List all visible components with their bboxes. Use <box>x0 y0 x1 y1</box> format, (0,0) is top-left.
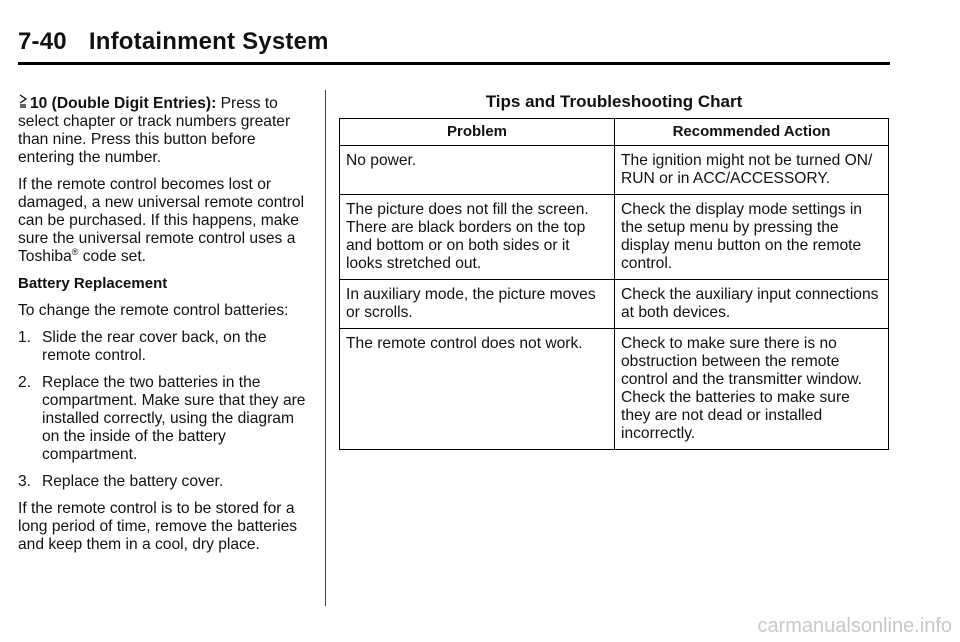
storage-paragraph: If the remote control is to be stored for a long period of time, remove the batteries and keep them in a cool, dry place. <box>18 500 298 553</box>
problem-cell: The picture does not fill the screen. There are black borders on the top and bottom or on both sides or it looks stretched out. <box>340 195 615 280</box>
column-divider <box>325 90 326 606</box>
step-text: Replace the battery cover. <box>42 473 224 490</box>
step-number: 2. <box>18 374 32 391</box>
table-row <box>340 146 889 195</box>
battery-intro: To change the remote control batteries: <box>18 302 289 319</box>
troubleshooting-section <box>339 92 889 450</box>
action-cell: Check the display mode settings in the setup menu by pressing the display menu button on the remote control. <box>615 195 889 280</box>
problem-cell: No power. <box>340 146 615 195</box>
left-column <box>18 94 314 563</box>
step-text: Slide the rear cover back, on the remote control. <box>42 329 267 364</box>
universal-remote-paragraph <box>18 176 314 266</box>
table-row <box>340 329 889 450</box>
list-item <box>18 329 314 365</box>
page-number: 7-40 <box>18 28 67 55</box>
column-header-action: Recommended Action <box>615 119 889 146</box>
battery-replacement-heading: Battery Replacement <box>18 275 168 292</box>
page-header <box>18 28 890 56</box>
step-number: 3. <box>18 473 32 490</box>
table-row <box>340 280 889 329</box>
action-cell: Check to make sure there is no obstruction between the remote control and the transmitter window. Check the batteries to make sure they are not dead or installed incorrectly. <box>615 329 889 450</box>
battery-steps <box>18 329 314 491</box>
step-number: 1. <box>18 329 32 346</box>
action-cell: The ignition might not be turned ON/ RUN or in ACC/ACCESSORY. <box>615 146 889 195</box>
double-digit-text: Press to select chapter or track numbers greater than nine. Press this button before entering the number. <box>18 95 291 166</box>
registered-mark: ® <box>71 246 79 257</box>
problem-cell: The remote control does not work. <box>340 329 615 450</box>
table-header-row <box>340 119 889 146</box>
double-digit-label: 10 (Double Digit Entries): <box>30 95 217 112</box>
double-digit-paragraph <box>18 94 314 167</box>
header-rule <box>18 62 890 65</box>
step-text: Replace the two batteries in the compartment. Make sure that they are installed correctly, using the diagram on the inside of the battery compartment. <box>42 374 306 463</box>
table-row <box>340 195 889 280</box>
problem-cell: In auxiliary mode, the picture moves or scrolls. <box>340 280 615 329</box>
action-cell: Check the auxiliary input connections at both devices. <box>615 280 889 329</box>
chart-title: Tips and Troubleshooting Chart <box>485 92 743 111</box>
column-header-problem: Problem <box>340 119 615 146</box>
list-item <box>18 473 314 491</box>
universal-remote-text-end: code set. <box>78 248 147 265</box>
double-digit-icon <box>18 94 28 112</box>
list-item <box>18 374 314 464</box>
watermark: carmanualsonline.info <box>757 615 952 637</box>
troubleshooting-table <box>339 118 889 450</box>
section-title: Infotainment System <box>88 28 329 55</box>
universal-remote-text: If the remote control becomes lost or damaged, a new universal remote control can be purchased. If this happens, make sure the universal remote control uses a Toshiba <box>18 176 305 265</box>
